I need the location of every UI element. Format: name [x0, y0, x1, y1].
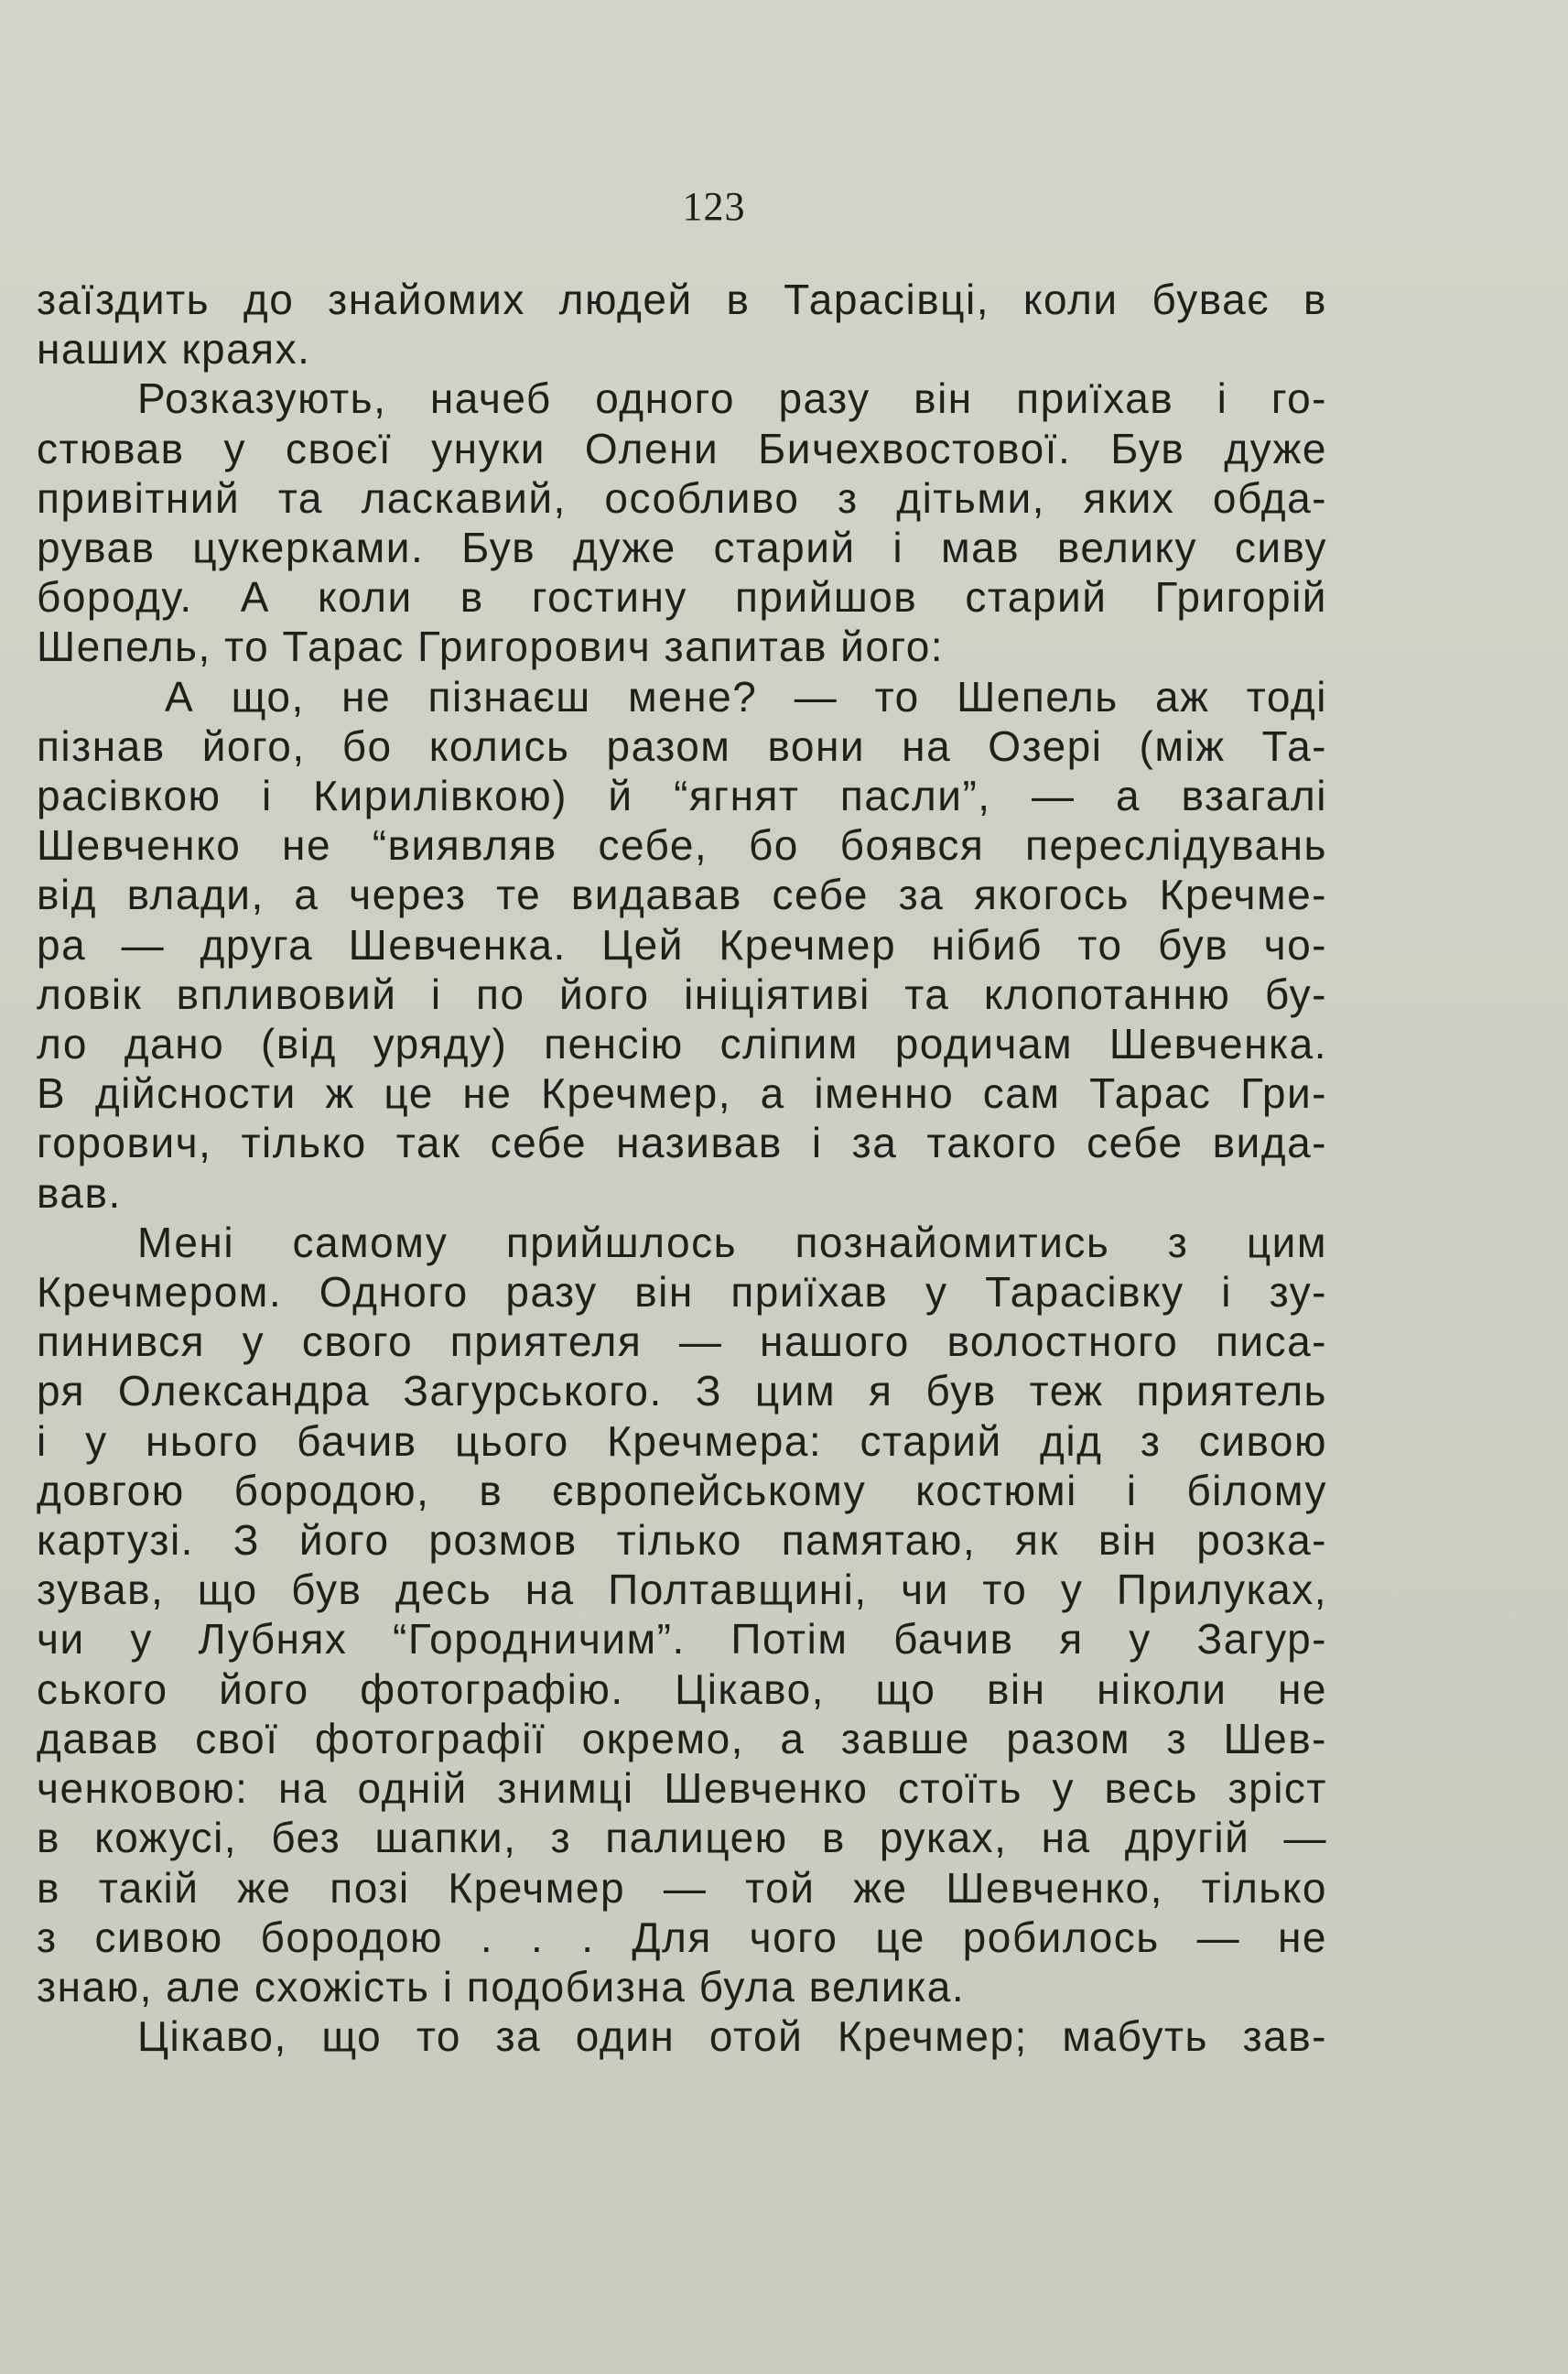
text-line: заїздить до знайомих людей в Тарасівці, коли буває в — [37, 276, 1327, 323]
text-line: стював у своєї унуки Олени Бичехвостової. Був дуже — [37, 424, 1327, 472]
text-line: В дійсности ж це не Кречмер, а іменно сам Тарас Гри- — [37, 1069, 1327, 1118]
paragraph — [37, 374, 1327, 671]
text-line: Мені самому прийшлось познайомитись з цим — [137, 1218, 1327, 1266]
paragraph — [37, 1218, 1327, 2011]
text-line: расівкою і Кирилівкою) й “ягнят пасли”, — а взагалі — [37, 772, 1327, 820]
text-line: Цікаво, що то за один отой Кречмер; мабуть зав- — [137, 2012, 1327, 2061]
text-line: картузі. З його розмов тілько памятаю, як він розка- — [37, 1516, 1327, 1565]
paragraph — [37, 275, 1327, 374]
text-line: ра — друга Шевченка. Цей Кречмер нібиб то був чо- — [37, 920, 1327, 969]
text-line: Шепель, то Тарас Григорович запитав його: — [37, 623, 945, 671]
text-line: давав свої фотографії окремо, а завше разом з Шев- — [37, 1714, 1327, 1762]
text-line: бороду. А коли в гостину прийшов старий Григорій — [37, 573, 1327, 622]
text-line: чи у Лубнях “Городничим”. Потім бачив я у Загур- — [37, 1615, 1327, 1664]
text-line: зував, що був десь на Полтавщині, чи то у Прилуках, — [37, 1566, 1327, 1614]
text-line: вав. — [37, 1168, 122, 1217]
text-line: в кожусі, без шапки, з палицею в руках, на другій — — [37, 1814, 1327, 1862]
text-line: в такій же позі Кречмер — той же Шевченко, тілько — [37, 1863, 1327, 1912]
text-line: горович, тілько так себе називав і за такого себе вида- — [37, 1119, 1327, 1167]
text-line: знаю, але схожість і подобизна була велика. — [37, 1962, 966, 2011]
text-line: ченковою: на одній знимці Шевченко стоїть у весь зріст — [37, 1764, 1327, 1813]
text-line: рував цукерками. Був дуже старий і мав велику сиву — [37, 524, 1327, 572]
text-line: ря Олександра Загурського. З цим я був теж приятель — [37, 1367, 1327, 1415]
text-line: А що, не пізнаєш мене? — то Шепель аж тоді — [165, 672, 1327, 721]
text-line: ло дано (від уряду) пенсію сліпим родичам Шевченка. — [37, 1020, 1327, 1068]
text-line: від влади, а через те видавав себе за якогось Кречме- — [37, 871, 1327, 919]
text-line: Кречмером. Одного разу він приїхав у Тарасівку і зу- — [37, 1268, 1327, 1317]
body-text — [37, 275, 1327, 2061]
paragraph — [37, 2011, 1327, 2061]
text-line: пізнав його, бо колись разом вони на Озері (між Та- — [37, 721, 1327, 770]
paragraph — [37, 672, 1327, 1218]
text-line: довгою бородою, в європейському костюмі і білому — [37, 1466, 1327, 1514]
text-line: привітний та ласкавий, особливо з дітьми, яких обда- — [37, 473, 1327, 522]
text-line: пинився у свого приятеля — нашого волостного писа- — [37, 1317, 1327, 1366]
text-line: і у нього бачив цього Кречмера: старий дід з сивою — [37, 1416, 1327, 1465]
text-line: Розказують, начеб одного разу він приїхав і го- — [137, 374, 1327, 423]
text-line: ловік впливовий і по його ініціятиві та клопотанню бу- — [37, 970, 1327, 1018]
text-line: Шевченко не “виявляв себе, бо боявся переслідувань — [37, 821, 1327, 870]
text-line: з сивою бородою . . . Для чого це робилось — не — [37, 1913, 1327, 1961]
text-line: наших краях. — [37, 325, 311, 374]
page-number: 123 — [682, 184, 746, 229]
text-line: ського його фотографію. Цікаво, що він ніколи не — [37, 1664, 1327, 1713]
